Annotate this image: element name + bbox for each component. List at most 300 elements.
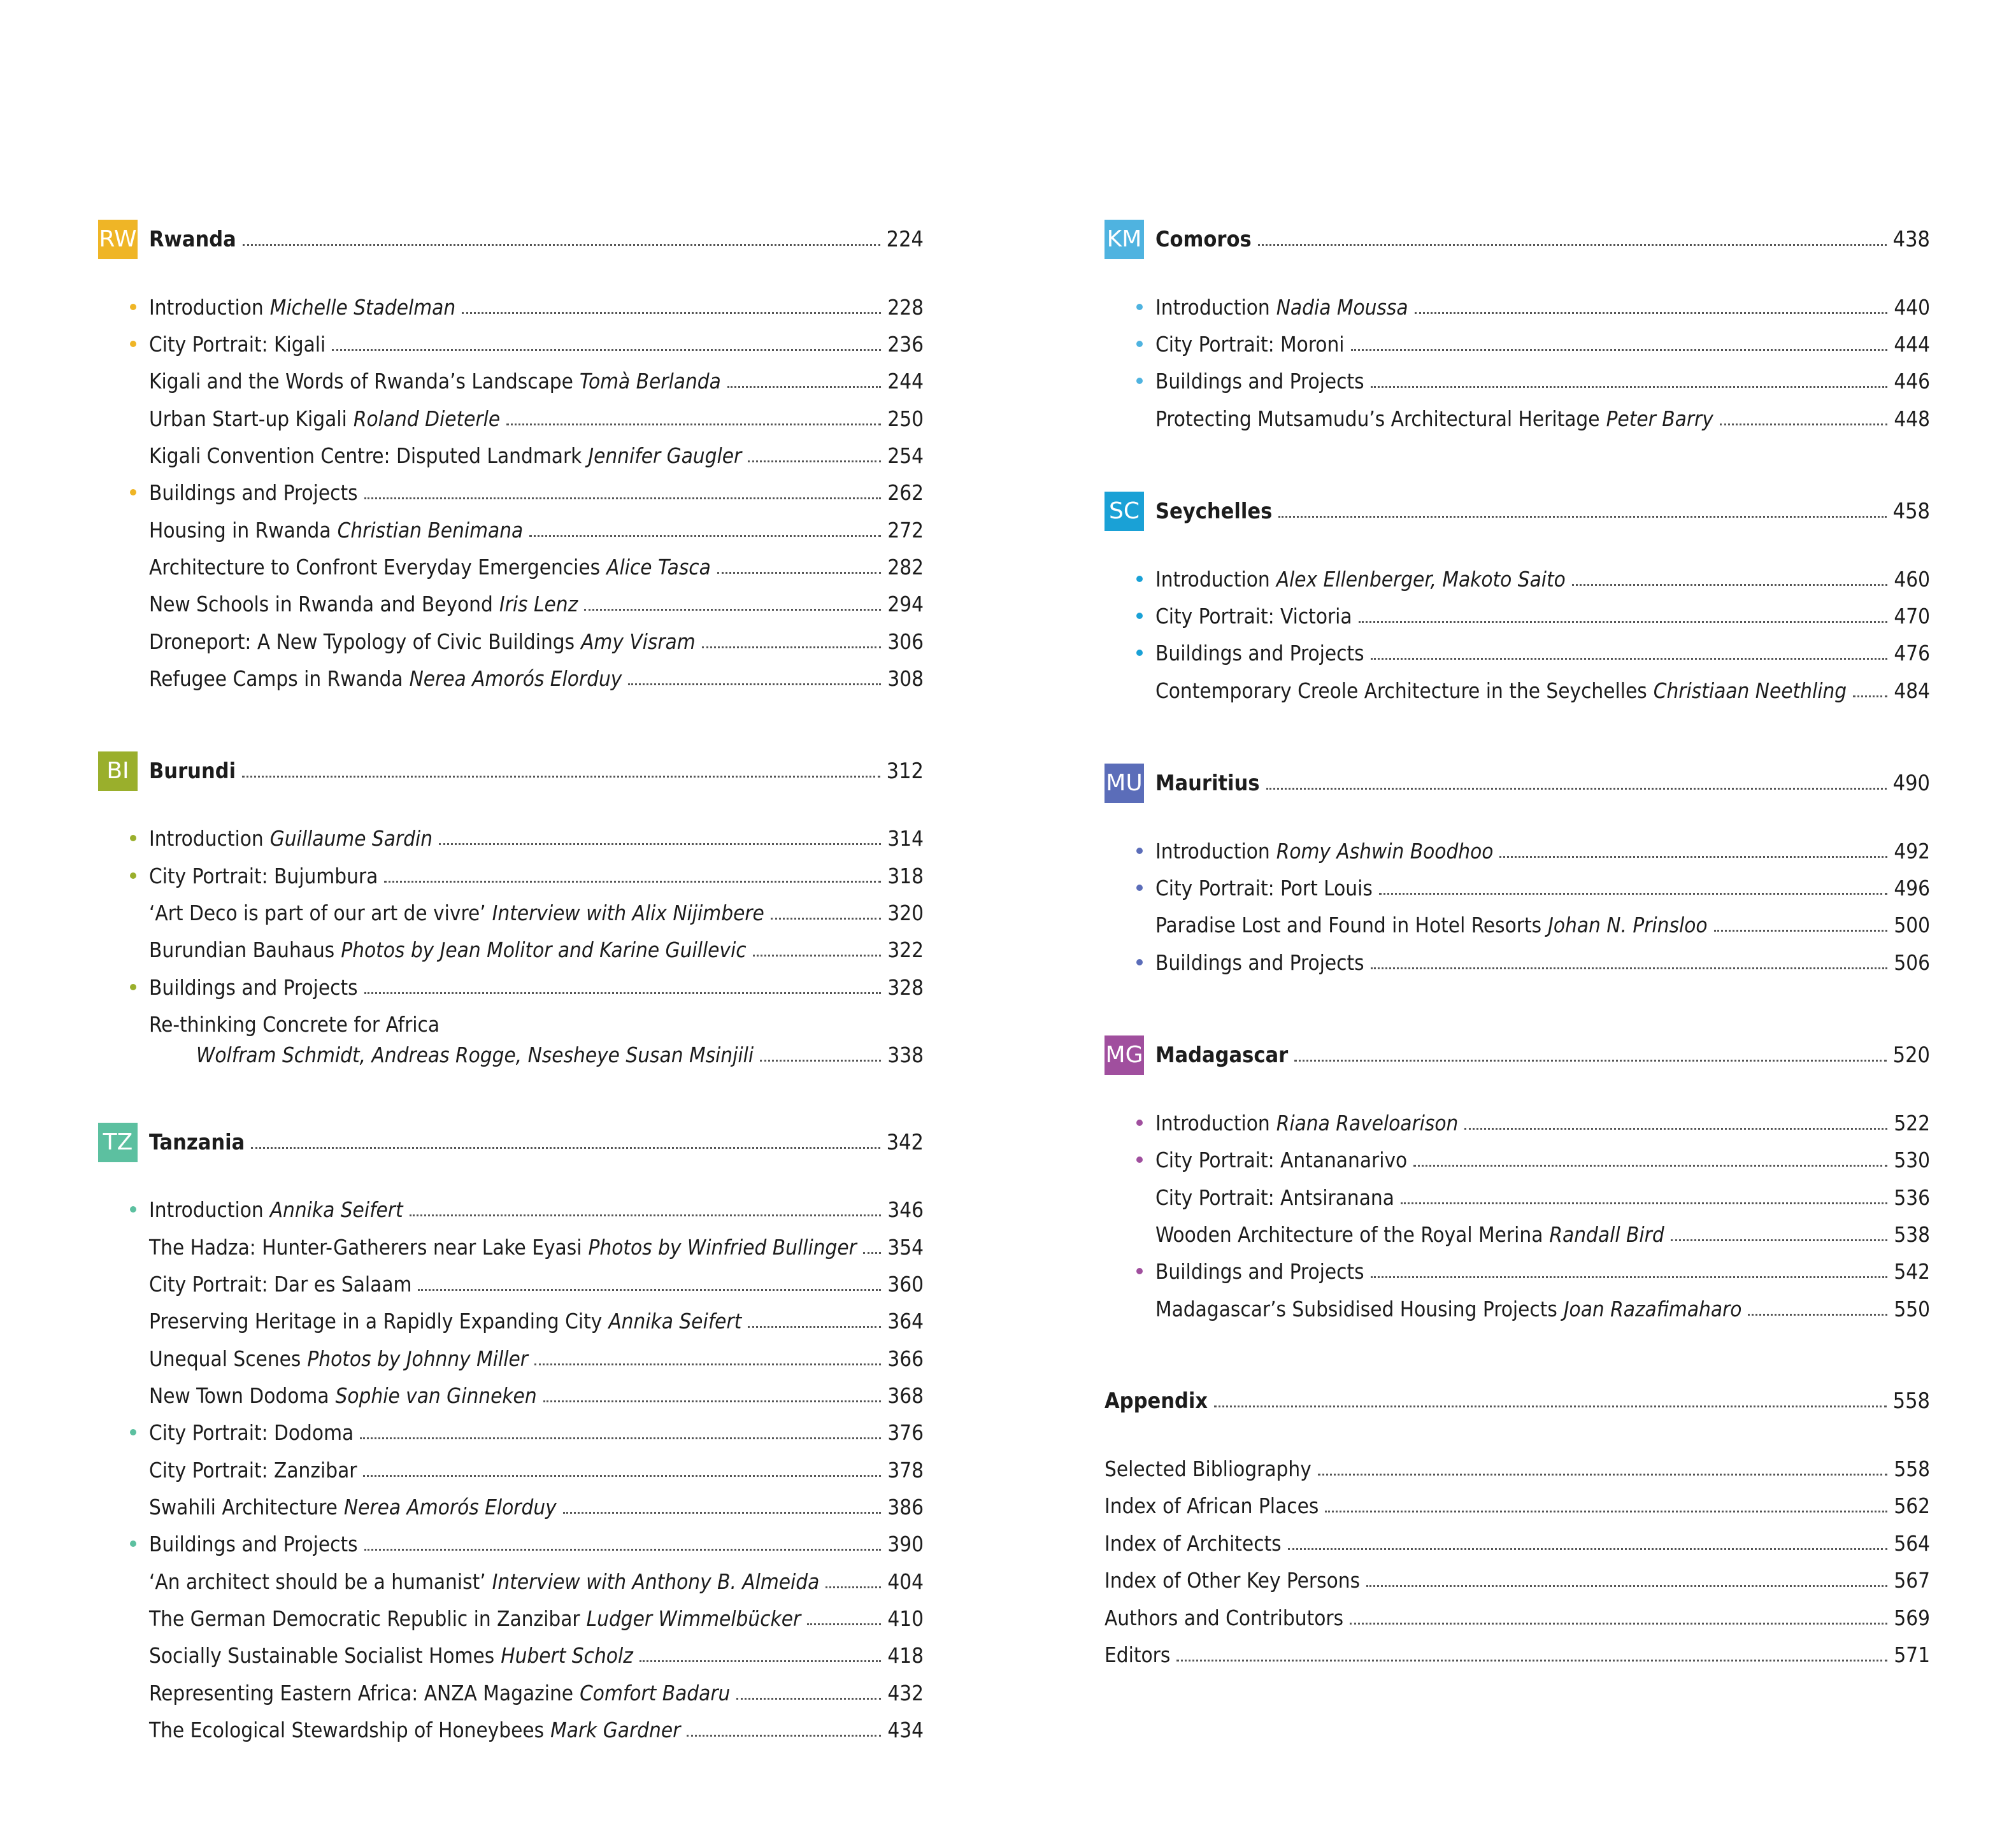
- entry-title: City Portrait: Dar es Salaam: [149, 1272, 412, 1297]
- page-number: 522: [1894, 1111, 1930, 1135]
- dot-leader: [1572, 584, 1888, 586]
- page-number: 320: [887, 900, 924, 925]
- entry-title: ‘Art Deco is part of our art de vivre’: [149, 900, 486, 925]
- toc-entry[interactable]: [149, 555, 924, 580]
- toc-heading-seychelles[interactable]: [1155, 499, 1930, 524]
- page-number: 434: [887, 1718, 924, 1742]
- bullet-dot: [130, 1541, 136, 1547]
- entry-author: Christiaan Neethling: [1653, 678, 1847, 703]
- dot-leader: [543, 1400, 882, 1402]
- entry-title: Droneport: A New Typology of Civic Buildings: [149, 629, 575, 654]
- dot-leader: [332, 349, 881, 351]
- page-number: 410: [887, 1606, 924, 1631]
- dot-leader: [364, 992, 882, 994]
- toc-entry[interactable]: [1155, 876, 1930, 901]
- page-number: 440: [1894, 295, 1930, 320]
- entry-author: Annika Seifert: [269, 1197, 403, 1222]
- entry-title: Buildings and Projects: [1155, 641, 1364, 665]
- entry-title: City Portrait: Zanzibar: [149, 1458, 357, 1483]
- dot-leader: [243, 244, 880, 246]
- bullet-dot: [130, 341, 136, 347]
- entry-title: City Portrait: Antananarivo: [1155, 1148, 1408, 1172]
- toc-entry[interactable]: [149, 518, 924, 543]
- dot-leader: [242, 776, 880, 778]
- page-number: 314: [887, 826, 924, 851]
- entry-title: Refugee Camps in Rwanda: [149, 666, 403, 691]
- entry-title: Introduction: [1155, 1111, 1270, 1135]
- heading-title: Madagascar: [1155, 1042, 1289, 1068]
- page-number: 354: [887, 1235, 924, 1260]
- toc-entry[interactable]: [149, 369, 924, 394]
- page-number: 506: [1894, 950, 1930, 975]
- dot-leader: [1214, 1405, 1887, 1407]
- toc-entry[interactable]: [149, 826, 924, 851]
- dot-leader: [1266, 788, 1887, 790]
- dot-leader: [1748, 1314, 1887, 1316]
- page-number: 520: [1892, 1042, 1930, 1068]
- badge-mauritius: MU: [1105, 764, 1144, 803]
- entry-author: Sophie van Ginneken: [335, 1383, 537, 1408]
- entry-author: Nerea Amorós Elorduy: [409, 666, 622, 691]
- dot-leader: [702, 646, 882, 648]
- toc-entry[interactable]: [1105, 1493, 1930, 1519]
- dot-leader: [506, 423, 881, 425]
- entry-author: Alice Tasca: [606, 555, 711, 580]
- page-number: 500: [1894, 913, 1930, 937]
- entry-title: ‘An architect should be a humanist’: [149, 1569, 486, 1594]
- toc-entry[interactable]: [149, 864, 924, 889]
- page-number: 460: [1894, 567, 1930, 592]
- entry-author: Tomà Berlanda: [579, 369, 721, 394]
- toc-entry[interactable]: [149, 592, 924, 617]
- dot-leader: [1371, 658, 1888, 660]
- toc-entry[interactable]: [1155, 839, 1930, 864]
- entry-author: Nerea Amorós Elorduy: [343, 1495, 557, 1519]
- entry-title: Preserving Heritage in a Rapidly Expanding City: [149, 1309, 603, 1334]
- page-number: 558: [1892, 1388, 1930, 1414]
- toc-entry[interactable]: [1155, 913, 1930, 938]
- badge-seychelles: SC: [1105, 492, 1144, 531]
- page-number: 418: [887, 1643, 924, 1668]
- dot-leader: [1415, 312, 1888, 314]
- entry-title: Buildings and Projects: [149, 975, 358, 1000]
- bullet-dot: [130, 872, 136, 879]
- toc-entry[interactable]: [1105, 1456, 1930, 1482]
- entry-title: Kigali Convention Centre: Disputed Landmark: [149, 443, 582, 468]
- entry-author: Peter Barry: [1606, 406, 1713, 431]
- page-number: 322: [887, 937, 924, 962]
- toc-entry[interactable]: [149, 629, 924, 655]
- page-number: 404: [887, 1569, 924, 1594]
- page-number: 236: [887, 332, 924, 357]
- page-number: 542: [1894, 1259, 1930, 1284]
- dot-leader: [826, 1586, 881, 1588]
- entry-author: Wolfram Schmidt, Andreas Rogge, Nsesheye Susan Msinjili: [196, 1042, 754, 1067]
- entry-title: City Portrait: Victoria: [1155, 604, 1352, 629]
- toc-entry[interactable]: [149, 1681, 924, 1706]
- dot-leader: [1401, 1202, 1887, 1204]
- entry-title: Buildings and Projects: [1155, 369, 1364, 394]
- entry-title: The German Democratic Republic in Zanzibar: [149, 1606, 580, 1631]
- dot-leader: [584, 609, 881, 611]
- toc-entry[interactable]: [1155, 369, 1930, 394]
- heading-title: Mauritius: [1155, 771, 1260, 796]
- toc-entry[interactable]: [149, 1643, 924, 1669]
- page-number: 254: [887, 443, 924, 468]
- entry-author: Jennifer Gaugler: [588, 443, 742, 468]
- badge-burundi: BI: [98, 751, 138, 791]
- page-number: 306: [887, 629, 924, 654]
- entry-title: City Portrait: Bujumbura: [149, 864, 378, 888]
- toc-entry[interactable]: [149, 1458, 924, 1483]
- toc-entry[interactable]: [1155, 678, 1930, 704]
- dot-leader: [1371, 1276, 1888, 1278]
- dot-leader: [771, 918, 882, 920]
- entry-title: Buildings and Projects: [1155, 950, 1364, 975]
- dot-leader: [384, 881, 881, 883]
- entry-title: Housing in Rwanda: [149, 518, 331, 543]
- entry-author: Christian Benimana: [337, 518, 524, 543]
- entry-title: Introduction: [1155, 295, 1270, 320]
- entry-title: Wooden Architecture of the Royal Merina: [1155, 1222, 1543, 1247]
- page-number: 562: [1894, 1493, 1930, 1518]
- page-number: 448: [1894, 406, 1930, 431]
- toc-entry[interactable]: [149, 1569, 924, 1595]
- heading-title: Seychelles: [1155, 499, 1273, 524]
- entry-title: Introduction: [149, 295, 264, 320]
- entry-author: Michelle Stadelman: [269, 295, 456, 320]
- dot-leader: [1176, 1660, 1887, 1662]
- bullet-dot: [1136, 1268, 1143, 1274]
- dot-leader: [364, 1549, 882, 1551]
- entry-title: City Portrait: Antsiranana: [1155, 1185, 1394, 1210]
- toc-heading-burundi[interactable]: [149, 758, 924, 784]
- entry-title: Selected Bibliography: [1105, 1456, 1312, 1481]
- toc-entry-line1[interactable]: [149, 1012, 924, 1037]
- toc-entry-line2[interactable]: [196, 1042, 924, 1068]
- page-number: 458: [1892, 499, 1930, 524]
- toc-entry[interactable]: [149, 1420, 924, 1446]
- badge-comoros: KM: [1105, 220, 1144, 259]
- entry-title: Introduction: [1155, 839, 1270, 864]
- entry-title: Kigali and the Words of Rwanda’s Landscape: [149, 369, 573, 394]
- toc-heading-madagascar[interactable]: [1155, 1042, 1930, 1068]
- entry-author: Joan Razafimaharo: [1563, 1297, 1742, 1321]
- bullet-dot: [130, 304, 136, 310]
- entry-title: Contemporary Creole Architecture in the Seychelles: [1155, 678, 1647, 703]
- dot-leader: [727, 386, 882, 388]
- dot-leader: [748, 1326, 881, 1328]
- dot-leader: [1371, 386, 1888, 388]
- toc-entry[interactable]: [1105, 1605, 1930, 1631]
- page-number: 312: [886, 758, 924, 784]
- entry-title: Re-thinking Concrete for Africa: [149, 1012, 440, 1037]
- bullet-dot: [1136, 341, 1143, 347]
- page-number: 558: [1894, 1456, 1930, 1481]
- entry-author: Amy Visram: [581, 629, 696, 654]
- toc-entry[interactable]: [1105, 1642, 1930, 1668]
- dot-leader: [1325, 1511, 1887, 1512]
- page-number: 366: [887, 1346, 924, 1371]
- entry-author: Ludger Wimmelbücker: [586, 1606, 801, 1631]
- toc-entry[interactable]: [149, 1197, 924, 1223]
- entry-title: Burundian Bauhaus: [149, 937, 335, 962]
- page-number: 432: [887, 1681, 924, 1705]
- toc-entry[interactable]: [1105, 1531, 1930, 1556]
- dot-leader: [1366, 1585, 1887, 1587]
- toc-entry[interactable]: [149, 1235, 924, 1260]
- entry-author: Interview with Anthony B. Almeida: [492, 1569, 820, 1594]
- entry-title: City Portrait: Dodoma: [149, 1420, 354, 1445]
- entry-author: Johan N. Prinsloo: [1548, 913, 1708, 937]
- dot-leader: [717, 572, 882, 574]
- entry-title: Madagascar’s Subsidised Housing Projects: [1155, 1297, 1557, 1321]
- entry-author: Iris Lenz: [499, 592, 578, 616]
- page-number: 496: [1894, 876, 1930, 900]
- entry-author: Roland Dieterle: [353, 406, 501, 431]
- entry-title: The Ecological Stewardship of Honeybees: [149, 1718, 545, 1742]
- dot-leader: [563, 1512, 882, 1514]
- dot-leader: [1720, 423, 1888, 425]
- bullet-dot: [1136, 378, 1143, 384]
- page-number: 470: [1894, 604, 1930, 629]
- toc-entry[interactable]: [149, 1532, 924, 1557]
- toc-entry[interactable]: [1155, 641, 1930, 666]
- dot-leader: [1371, 967, 1888, 969]
- page-number: 368: [887, 1383, 924, 1408]
- page-number: 567: [1894, 1568, 1930, 1593]
- page-number: 438: [1892, 227, 1930, 252]
- page-number: 530: [1894, 1148, 1930, 1172]
- page-number: 484: [1894, 678, 1930, 703]
- toc-entry[interactable]: [149, 443, 924, 469]
- bullet-dot: [130, 489, 136, 495]
- toc-heading-tanzania[interactable]: [149, 1130, 924, 1155]
- dot-leader: [1351, 349, 1888, 351]
- page-number: 318: [887, 864, 924, 888]
- toc-entry[interactable]: [149, 1606, 924, 1632]
- entry-author: Interview with Alix Nijimbere: [492, 900, 764, 925]
- toc-entry[interactable]: [1155, 1259, 1930, 1284]
- dot-leader: [687, 1735, 881, 1737]
- dot-leader: [1499, 856, 1887, 858]
- entry-title: New Schools in Rwanda and Beyond: [149, 592, 493, 616]
- toc-entry[interactable]: [1105, 1568, 1930, 1593]
- entry-title: Buildings and Projects: [1155, 1259, 1364, 1284]
- entry-title: Index of Architects: [1105, 1531, 1282, 1556]
- toc-entry[interactable]: [149, 406, 924, 432]
- toc-entry[interactable]: [149, 1383, 924, 1409]
- page-number: 338: [887, 1042, 924, 1067]
- page-number: 390: [887, 1532, 924, 1556]
- toc-heading-rwanda[interactable]: [149, 227, 924, 252]
- entry-title: New Town Dodoma: [149, 1383, 329, 1408]
- page-number: 262: [887, 480, 924, 505]
- entry-title: Introduction: [149, 1197, 264, 1222]
- dot-leader: [760, 1060, 881, 1062]
- entry-title: Urban Start-up Kigali: [149, 406, 347, 431]
- toc-entry[interactable]: [1155, 1111, 1930, 1136]
- dot-leader: [1671, 1239, 1888, 1241]
- dot-leader: [529, 535, 881, 537]
- toc-entry[interactable]: [1155, 567, 1930, 592]
- dot-leader: [534, 1363, 881, 1365]
- toc-entry[interactable]: [1155, 406, 1930, 432]
- page-number: 571: [1894, 1642, 1930, 1667]
- bullet-dot: [1136, 304, 1143, 310]
- entry-title: Buildings and Projects: [149, 1532, 358, 1556]
- page-number: 476: [1894, 641, 1930, 665]
- toc-entry[interactable]: [1155, 295, 1930, 320]
- toc-heading-comoros[interactable]: [1155, 227, 1930, 252]
- heading-title: Burundi: [149, 758, 236, 784]
- toc-heading-mauritius[interactable]: [1155, 771, 1930, 796]
- bullet-dot: [1136, 1156, 1143, 1163]
- entry-author: Riana Raveloarison: [1276, 1111, 1459, 1135]
- entry-title: Authors and Contributors: [1105, 1605, 1344, 1630]
- dot-leader: [628, 683, 881, 685]
- bullet-dot: [1136, 959, 1143, 965]
- page-number: 536: [1894, 1185, 1930, 1210]
- page-number: 569: [1894, 1605, 1930, 1630]
- toc-entry[interactable]: [149, 666, 924, 692]
- toc-entry[interactable]: [149, 937, 924, 963]
- entry-title: Index of Other Key Persons: [1105, 1568, 1361, 1593]
- toc-entry[interactable]: [149, 975, 924, 1000]
- toc-entry[interactable]: [1155, 950, 1930, 976]
- dot-leader: [753, 955, 882, 957]
- dot-leader: [462, 312, 881, 314]
- dot-leader: [640, 1660, 882, 1662]
- entry-title: City Portrait: Moroni: [1155, 332, 1345, 357]
- dot-leader: [439, 843, 881, 845]
- entry-title: The Hadza: Hunter-Gatherers near Lake Eyasi: [149, 1235, 582, 1260]
- dot-leader: [360, 1437, 881, 1439]
- page-number: 228: [887, 295, 924, 320]
- entry-title: Architecture to Confront Everyday Emergencies: [149, 555, 601, 580]
- dot-leader: [1294, 1060, 1886, 1062]
- page-number: 272: [887, 518, 924, 543]
- dot-leader: [1714, 930, 1888, 932]
- bullet-dot: [130, 1429, 136, 1435]
- bullet-dot: [1136, 576, 1143, 582]
- dot-leader: [363, 1475, 881, 1477]
- toc-heading-appendix[interactable]: [1105, 1388, 1930, 1414]
- bullet-dot: [130, 984, 136, 990]
- entry-author: Mark Gardner: [550, 1718, 681, 1742]
- page-number: 250: [887, 406, 924, 431]
- entry-title: Editors: [1105, 1642, 1171, 1667]
- toc-entry[interactable]: [149, 295, 924, 320]
- page-number: 360: [887, 1272, 924, 1297]
- bullet-dot: [1136, 885, 1143, 891]
- page-number: 224: [886, 227, 924, 252]
- toc-entry[interactable]: [149, 900, 924, 926]
- entry-title: Unequal Scenes: [149, 1346, 301, 1371]
- toc-entry[interactable]: [149, 1495, 924, 1520]
- dot-leader: [1359, 621, 1888, 623]
- toc-entry[interactable]: [149, 1272, 924, 1297]
- badge-madagascar: MG: [1105, 1035, 1144, 1075]
- page-number: 538: [1894, 1222, 1930, 1247]
- page-number: 378: [887, 1458, 924, 1483]
- dot-leader: [1278, 516, 1886, 518]
- entry-title: Protecting Mutsamudu’s Architectural Heritage: [1155, 406, 1600, 431]
- entry-author: Guillaume Sardin: [269, 826, 433, 851]
- entry-title: Buildings and Projects: [149, 480, 358, 505]
- heading-title: Appendix: [1105, 1388, 1208, 1414]
- dot-leader: [418, 1289, 881, 1291]
- toc-entry[interactable]: [1155, 1148, 1930, 1173]
- page-number: 342: [886, 1130, 924, 1155]
- page-number: 244: [887, 369, 924, 394]
- heading-title: Comoros: [1155, 227, 1252, 252]
- dot-leader: [1318, 1474, 1888, 1476]
- dot-leader: [807, 1623, 881, 1625]
- page-number: 386: [887, 1495, 924, 1519]
- entry-author: Nadia Moussa: [1276, 295, 1408, 320]
- entry-author: Randall Bird: [1549, 1222, 1664, 1247]
- dot-leader: [748, 460, 881, 462]
- bullet-dot: [130, 1206, 136, 1213]
- entry-author: Comfort Badaru: [580, 1681, 731, 1705]
- dot-leader: [364, 497, 882, 499]
- toc-entry[interactable]: [149, 1718, 924, 1743]
- toc-entry[interactable]: [149, 480, 924, 506]
- dot-leader: [410, 1214, 882, 1216]
- entry-title: Index of African Places: [1105, 1493, 1319, 1518]
- toc-entry[interactable]: [1155, 1297, 1930, 1322]
- page-number: 564: [1894, 1531, 1930, 1556]
- entry-title: Swahili Architecture: [149, 1495, 338, 1519]
- page-number: 550: [1894, 1297, 1930, 1321]
- bullet-dot: [1136, 650, 1143, 656]
- entry-author: Alex Ellenberger, Makoto Saito: [1276, 567, 1566, 592]
- page-number: 346: [887, 1197, 924, 1222]
- heading-title: Tanzania: [149, 1130, 245, 1155]
- toc-entry[interactable]: [149, 332, 924, 357]
- dot-leader: [1258, 244, 1887, 246]
- badge-rwanda: RW: [98, 220, 138, 259]
- toc-entry[interactable]: [149, 1346, 924, 1372]
- entry-title: Paradise Lost and Found in Hotel Resorts: [1155, 913, 1542, 937]
- page-number: 490: [1892, 771, 1930, 796]
- page-number: 446: [1894, 369, 1930, 394]
- heading-title: Rwanda: [149, 227, 236, 252]
- toc-entry[interactable]: [1155, 1185, 1930, 1211]
- entry-author: Romy Ashwin Boodhoo: [1276, 839, 1494, 864]
- bullet-dot: [1136, 1120, 1143, 1126]
- dot-leader: [1379, 893, 1888, 895]
- toc-entry[interactable]: [149, 1309, 924, 1334]
- toc-entry[interactable]: [1155, 332, 1930, 357]
- bullet-dot: [1136, 613, 1143, 619]
- dot-leader: [251, 1147, 880, 1149]
- entry-author: Annika Seifert: [608, 1309, 742, 1334]
- page-number: 308: [887, 666, 924, 691]
- entry-title: Introduction: [149, 826, 264, 851]
- entry-title: Representing Eastern Africa: ANZA Magazine: [149, 1681, 574, 1705]
- page-number: 364: [887, 1309, 924, 1334]
- toc-entry[interactable]: [1155, 604, 1930, 629]
- entry-title: City Portrait: Port Louis: [1155, 876, 1373, 900]
- dot-leader: [1853, 695, 1887, 697]
- dot-leader: [1413, 1165, 1887, 1167]
- toc-entry[interactable]: [1155, 1222, 1930, 1248]
- entry-author: Photos by Jean Molitor and Karine Guillevic: [341, 937, 747, 962]
- entry-author: Photos by Johnny Miller: [307, 1346, 529, 1371]
- page-number: 294: [887, 592, 924, 616]
